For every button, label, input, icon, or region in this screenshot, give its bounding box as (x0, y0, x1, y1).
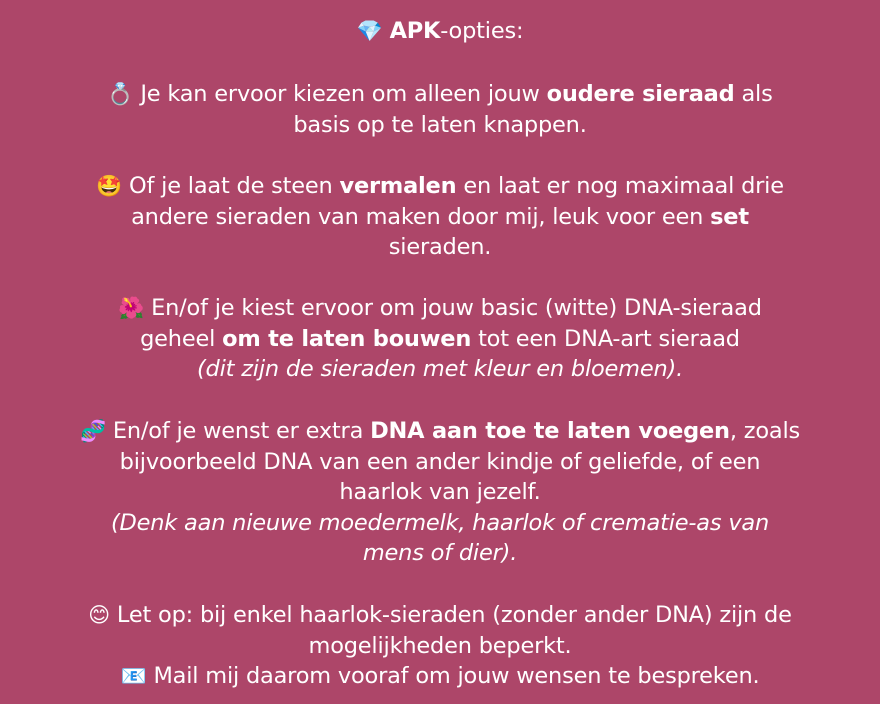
title-rest: -opties: (440, 18, 524, 44)
mail-text: Mail mij daarom vooraf om jouw wensen te bespreken. (153, 663, 760, 689)
option-1-line-2: basis op te laten knappen. (293, 112, 587, 138)
option-3-line-1: 🌺 En/of je kiest ervoor om jouw basic (witte) DNA-sieraad (118, 295, 762, 321)
highlight-dna-toevoegen: DNA aan toe te laten voegen (370, 418, 730, 444)
option-4-line-4: (Denk aan nieuwe moedermelk, haarlok of crematie-as van (110, 510, 770, 536)
ring-icon: 💍 (107, 82, 134, 106)
hibiscus-icon: 🌺 (118, 296, 145, 320)
star-struck-face-icon: 🤩 (96, 174, 123, 198)
gem-icon: 💎 (356, 19, 383, 43)
note-line-1: 😊 Let op: bij enkel haarlok-sieraden (zonder ander DNA) zijn de (88, 602, 792, 628)
note-line-2: mogelijkheden beperkt. (308, 633, 572, 659)
option-4-line-3: haarlok van jezelf. (339, 479, 541, 505)
option-2-line-1: 🤩 Of je laat de steen vermalen en laat er nog maximaal drie (96, 173, 784, 199)
option-3-line-3: (dit zijn de sieraden met kleur en bloemen). (196, 356, 684, 382)
option-4-line-2: bijvoorbeeld DNA van een ander kindje of geliefde, of een (119, 449, 761, 475)
mail-line (0, 661, 880, 692)
title-line (0, 16, 880, 47)
highlight-om-te-laten-bouwen: om te laten bouwen (222, 326, 472, 352)
dna-icon: 🧬 (79, 419, 106, 443)
option-3-line-2: geheel om te laten bouwen tot een DNA-art sieraad (140, 326, 740, 352)
envelope-icon: 📧 (120, 664, 147, 688)
smiling-face-icon: 😊 (88, 603, 110, 627)
highlight-oudere-sieraad: oudere sieraad (546, 81, 735, 107)
highlight-set: set (710, 204, 749, 230)
title-brand: APK (389, 18, 441, 44)
option-4-line-1: 🧬 En/of je wenst er extra DNA aan toe te laten voegen, zoals (79, 418, 801, 444)
highlight-vermalen: vermalen (339, 173, 457, 199)
option-2-line-2: andere sieraden van maken door mij, leuk voor een set (131, 204, 749, 230)
option-1-line-1: 💍 Je kan ervoor kiezen om alleen jouw oudere sieraad als (107, 81, 773, 107)
option-2-line-3: sieraden. (388, 234, 492, 260)
option-4-line-5: mens of dier). (362, 540, 518, 566)
